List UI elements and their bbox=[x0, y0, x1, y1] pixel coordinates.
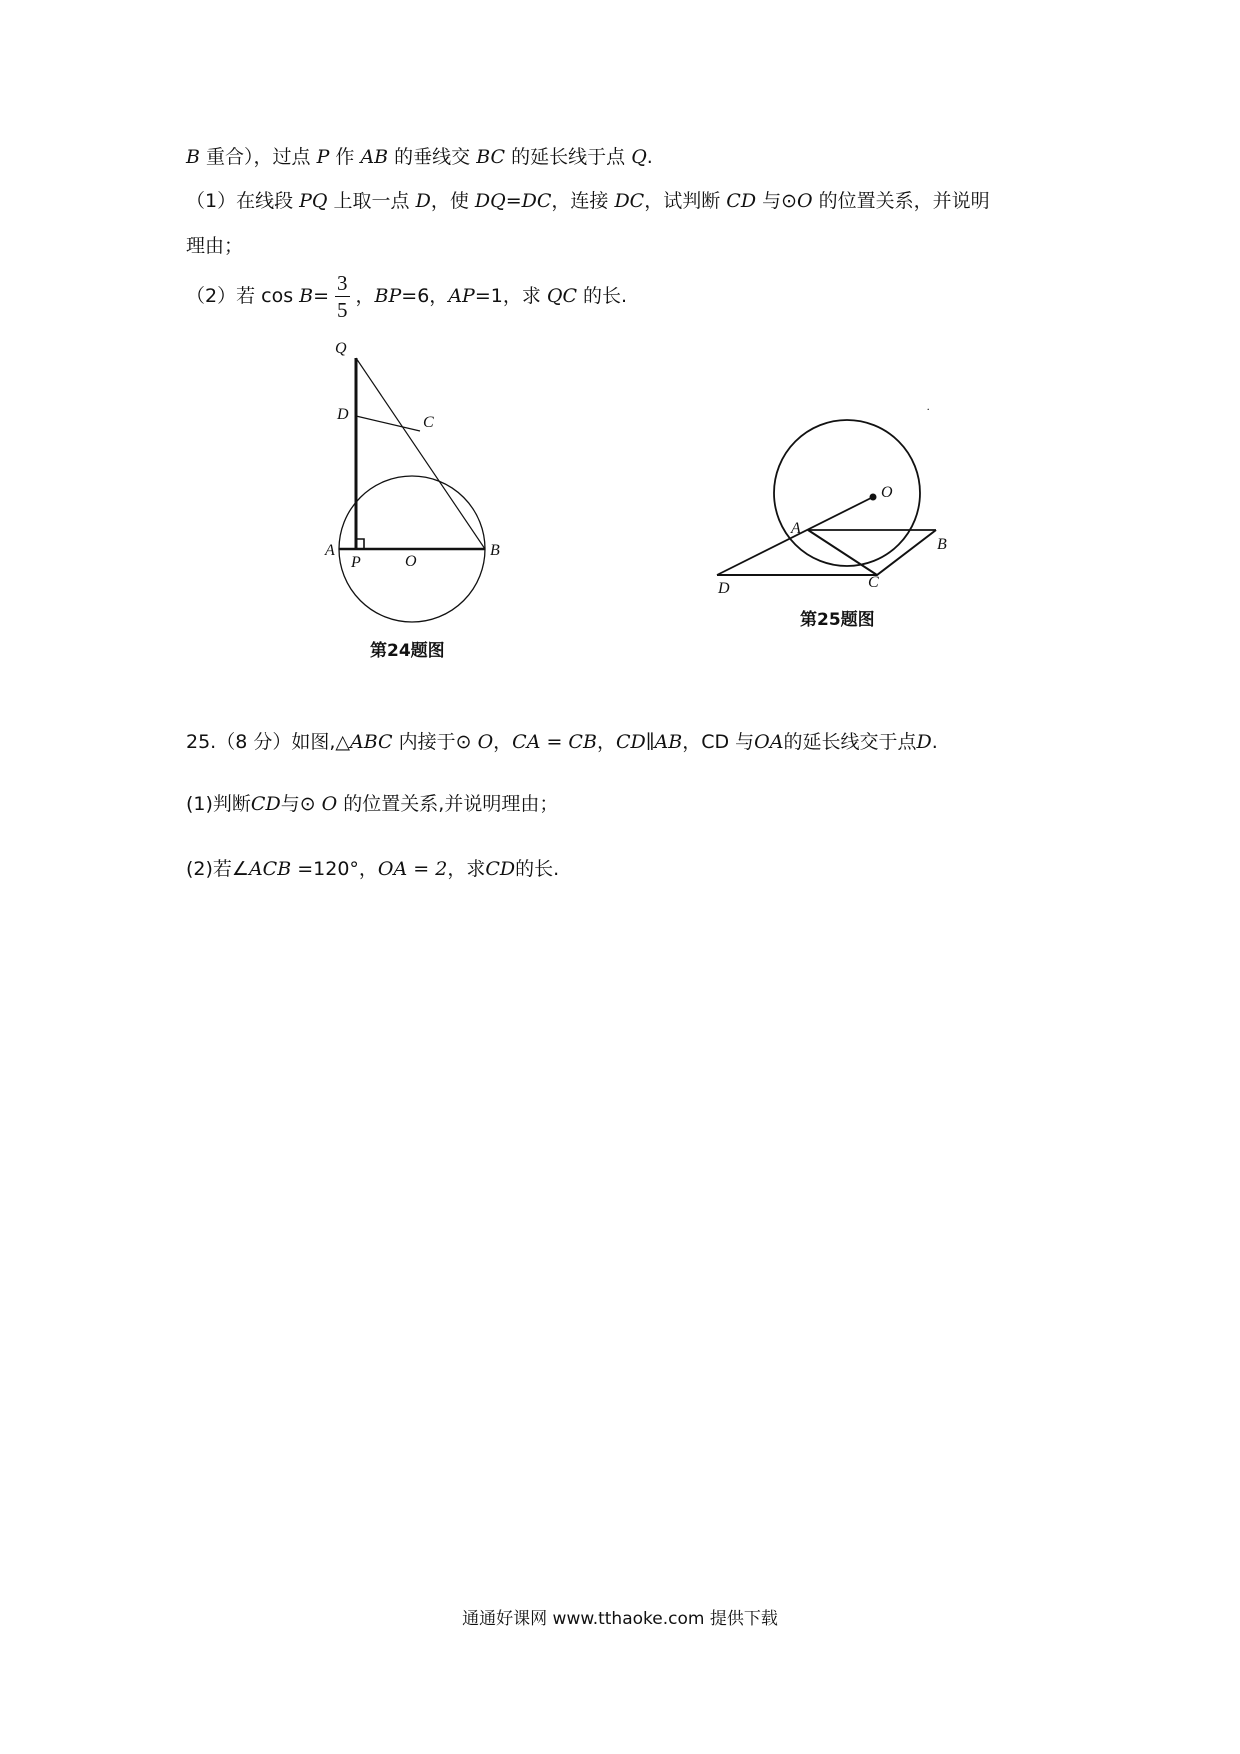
fig25-label-B: B bbox=[937, 536, 947, 553]
p25-acb: ACB bbox=[248, 858, 292, 880]
p25-ca-cb: CA = CB bbox=[512, 731, 597, 753]
fig24-label-A: A bbox=[325, 542, 335, 559]
fig24-label-O: O bbox=[405, 553, 417, 570]
p24-ap: AP bbox=[448, 285, 475, 307]
fig24-caption: 第24题图 bbox=[370, 641, 445, 661]
p24-dc: DC bbox=[614, 190, 645, 212]
fig25-stray-dot: . bbox=[927, 399, 930, 413]
p24-dqdc: DQ=DC bbox=[474, 190, 552, 212]
p24-d: D bbox=[415, 190, 431, 212]
p25-text: 的延长线交于点 bbox=[783, 731, 917, 753]
p24-text: （1）在线段 bbox=[186, 190, 300, 212]
p24-text: ，使 bbox=[430, 190, 475, 212]
p24-text: =6， bbox=[401, 285, 449, 307]
p25-o: O bbox=[477, 731, 494, 753]
p25-o: O bbox=[321, 793, 338, 815]
p24-ab: AB bbox=[360, 146, 389, 168]
fig25-label-D: D bbox=[718, 580, 730, 597]
p24-text: 重合），过点 bbox=[199, 146, 317, 168]
fraction-numerator: 3 bbox=[337, 271, 348, 295]
p24-text: =1，求 bbox=[474, 285, 547, 307]
p25-cd-parallel-ab: CD∥AB bbox=[615, 731, 683, 753]
p24-text: 上取一点 bbox=[327, 190, 416, 212]
p24-text: 的位置关系，并说明 bbox=[812, 190, 990, 212]
p24-text: . bbox=[646, 146, 653, 168]
p24-text: 与⊙ bbox=[756, 190, 798, 212]
fig25-label-C: C bbox=[868, 574, 879, 591]
p25-statement bbox=[186, 730, 938, 754]
p24-text: 理由； bbox=[186, 235, 244, 257]
p24-text: 的垂线交 bbox=[388, 146, 477, 168]
figure-25 bbox=[700, 399, 1000, 615]
p25-text: 的长. bbox=[515, 858, 560, 880]
p24-bc: BC bbox=[476, 146, 506, 168]
fig25-circle bbox=[774, 420, 920, 566]
p25-text: ， bbox=[596, 731, 616, 753]
fig25-center-dot bbox=[870, 494, 877, 501]
p25-question1 bbox=[186, 792, 558, 816]
p25-text: ，CD 与 bbox=[682, 731, 755, 753]
p24-o: O bbox=[797, 190, 813, 212]
p25-text: . bbox=[931, 731, 938, 753]
p25-cd: CD bbox=[485, 858, 516, 880]
p25-text: ，求 bbox=[447, 858, 486, 880]
p25-text: ， bbox=[493, 731, 513, 753]
fig25-label-O: O bbox=[881, 484, 893, 501]
p24-text: ，连接 bbox=[551, 190, 615, 212]
p25-text: 与⊙ bbox=[280, 793, 322, 815]
page-footer: 通通好课网 www.tthaoke.com 提供下载 bbox=[462, 1609, 778, 1629]
fig24-segment-DC bbox=[356, 416, 420, 431]
fig24-label-C: C bbox=[423, 414, 434, 431]
fig24-label-Q: Q bbox=[335, 340, 347, 357]
figure-24 bbox=[320, 340, 560, 635]
p24-pq: PQ bbox=[299, 190, 328, 212]
p24-bp: BP bbox=[374, 285, 402, 307]
p25-oa: OA bbox=[754, 731, 784, 753]
p24-text: 作 bbox=[329, 146, 361, 168]
p25-text: （8 分）如图,△ bbox=[216, 731, 350, 753]
p25-abc: ABC bbox=[350, 731, 393, 753]
p24-cd: CD bbox=[726, 190, 757, 212]
p25-text: 内接于⊙ bbox=[392, 731, 478, 753]
p25-number: 25. bbox=[186, 731, 217, 753]
p25-oa-eq-2: OA = 2 bbox=[377, 858, 448, 880]
fig25-segments-ACB bbox=[808, 530, 936, 575]
p24-qc: QC bbox=[546, 285, 578, 307]
p24-line1 bbox=[186, 145, 653, 169]
p24-part2 bbox=[186, 270, 627, 323]
p24-b: B bbox=[299, 285, 314, 307]
p24-text: （2）若 cos bbox=[186, 285, 300, 307]
p24-text: 的延长线于点 bbox=[505, 146, 632, 168]
p25-text: 的位置关系,并说明理由； bbox=[337, 793, 559, 815]
fig24-segment-QB bbox=[356, 358, 485, 549]
p25-cd: CD bbox=[250, 793, 281, 815]
p24-text: ， bbox=[355, 285, 375, 307]
fig25-label-A: A bbox=[791, 520, 801, 537]
p24-text: = bbox=[313, 285, 330, 307]
p25-text: (2)若∠ bbox=[186, 858, 249, 880]
p24-text: ，试判断 bbox=[644, 190, 727, 212]
p25-question2 bbox=[186, 857, 559, 881]
fraction-3-5 bbox=[335, 270, 350, 323]
p24-text: 的长. bbox=[577, 285, 628, 307]
fig24-label-B: B bbox=[490, 542, 500, 559]
p24-p: P bbox=[316, 146, 330, 168]
fig24-label-P: P bbox=[351, 554, 361, 571]
p25-text: (1)判断 bbox=[186, 793, 251, 815]
fig24-label-D: D bbox=[337, 406, 349, 423]
fig25-caption: 第25题图 bbox=[800, 610, 875, 630]
p25-text: =120°， bbox=[291, 858, 378, 880]
p24-b: B bbox=[186, 146, 200, 168]
p24-part1 bbox=[186, 189, 990, 213]
p24-part1-cont bbox=[186, 234, 243, 258]
fraction-denominator: 5 bbox=[337, 298, 348, 322]
p25-d: D bbox=[916, 731, 932, 753]
p24-q: Q bbox=[631, 146, 647, 168]
